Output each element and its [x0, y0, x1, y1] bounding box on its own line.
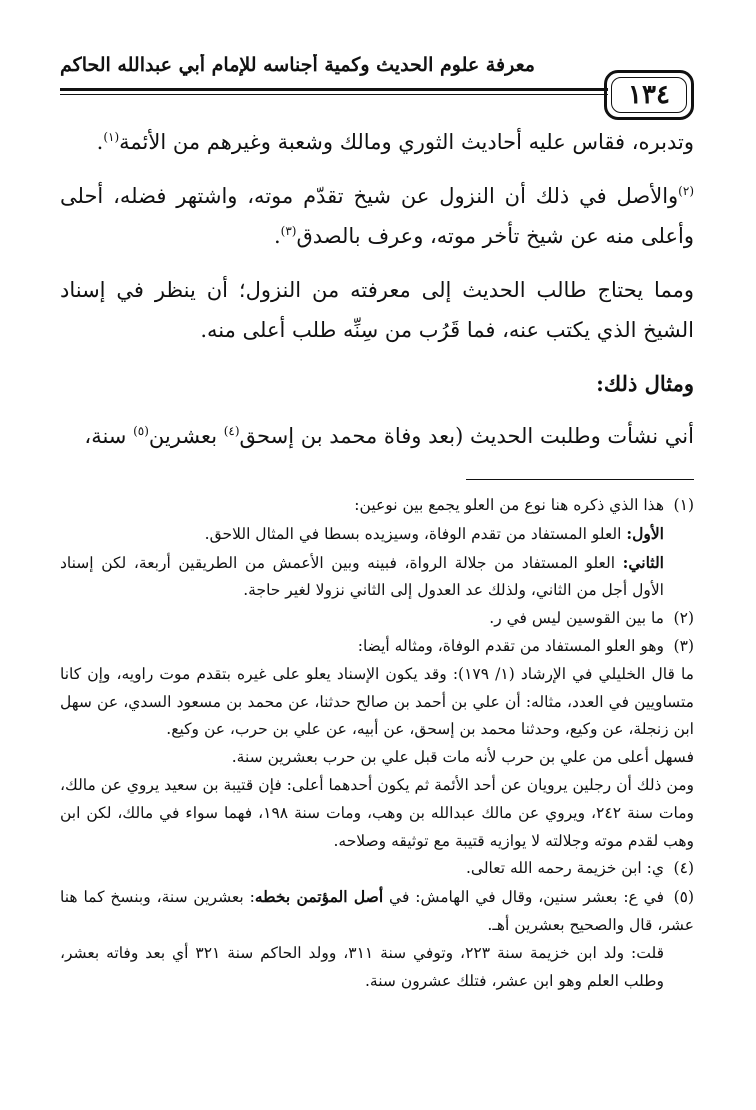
footnote-3 — [60, 633, 694, 661]
footnote-4 — [60, 855, 694, 883]
footnote-ref-4[interactable]: (٤) — [223, 424, 240, 438]
paragraph-2-end: . — [273, 224, 281, 248]
footnote-1 — [60, 492, 694, 520]
footnotes — [60, 492, 694, 995]
paragraph-1 — [60, 122, 694, 162]
footnote-3-para-2: فسهل أعلى من علي بن حرب لأنه مات قبل علي بن حرب بعشرين سنة. — [231, 748, 694, 767]
header-rule-thin — [60, 94, 608, 95]
footnote-5 — [60, 883, 694, 940]
footnote-3-number: (٣) — [673, 636, 694, 655]
footnote-ref-1[interactable]: (١) — [103, 130, 120, 144]
footnote-5-number: (٥) — [673, 888, 695, 907]
paragraph-2 — [60, 176, 694, 256]
footnote-1-text: هذا الذي ذكره هنا نوع من العلو يجمع بين نوعين: — [354, 496, 664, 514]
footnote-separator — [466, 479, 694, 480]
page-number — [604, 70, 694, 120]
footnote-1-first-text: العلو المستفاد من تقدم الوفاة، وسيزيده بسطا في المثال اللاحق. — [204, 524, 627, 543]
footnote-ref-5[interactable]: (٥) — [133, 424, 149, 438]
running-title: معرفة علوم الحديث وكمية أجناسه للإمام أبي عبدالله الحاكم — [60, 54, 535, 76]
footnote-4-number: (٤) — [673, 859, 694, 878]
paragraph-3: ومما يحتاج طالب الحديث إلى معرفته من النزول؛ أن ينظر في إسناد الشيخ الذي يكتب عنه، فما قَرُب من سِنِّه طلب أعلى منه. — [60, 278, 694, 342]
footnote-5-text-a: في ع: بعشر سنين، وقال في الهامش: في — [383, 888, 665, 907]
paragraph-4 — [60, 416, 694, 456]
footnote-5-text-b: : بعشرين سنة، وبنسخ كما هنا عشر، قال والصحيح بعشرين أهـ. — [60, 888, 694, 934]
footnote-5-para-2: قلت: ولد ابن خزيمة سنة ٢٢٣، وتوفي سنة ٣١١، وولد الحاكم سنة ٣٢١ أي بعد وفاته بعشر، وطلب العلم وهو ابن عشر، فتلك عشرون سنة. — [60, 943, 664, 990]
footnote-1-first — [60, 520, 694, 549]
footnote-1-first-label: الأول: — [626, 523, 664, 543]
paragraph-1-end: . — [96, 130, 104, 154]
header-rule-thick — [60, 88, 608, 91]
footnote-ref-2[interactable]: (٢) — [678, 184, 694, 198]
paragraph-4-text-b: بعشرين — [148, 424, 224, 448]
footnote-3-text: وهو العلو المستفاد من تقدم الوفاة، ومثاله أيضا: — [357, 636, 664, 655]
footnote-2-text: ما بين القوسين ليس في ر. — [489, 609, 664, 628]
footnote-1-second-text: العلو المستفاد من جلالة الرواة، فبينه وبين الأعمش من الطريقين أربعة، لكن إسناد الأول أجل من الثاني، ولذلك عد العدول إلى الثاني نزولا لغير حاجة. — [60, 553, 664, 600]
footnote-5-source: أصل المؤتمن بخطه — [254, 887, 384, 907]
paragraph-4-text-c: سنة، — [84, 424, 134, 448]
footnote-3-para-1: ما قال الخليلي في الإرشاد (١/ ١٧٩): وقد يكون الإسناد يعلو على غيره بتقدم موت راويه، وإن كانا متساويين في العدد، مثاله: أن علي بن أحمد بن صالح حدثنا، عن محمد بن مسعود السدي، عن سهل ابن زنجلة، عن وكيع، وحدثنا محمد بن إسحق، عن أبيه، عن علي بن حرب، عن وكيع. — [60, 664, 694, 739]
footnote-3-para-3: ومن ذلك أن رجلين يرويان عن أحد الأئمة ثم يكون أحدهما أعلى: فإن قتيبة بن سعيد يروي عن مالك، ومات سنة ٢٤٢، ويروي عن مالك عبدالله بن وهب، ومات سنة ١٩٨، فهما سواء في مالك، لكن ابن وهب لقدم موته وجلالته لا يوازيه قتيبة مع توثيقه وصلاحه. — [60, 775, 694, 850]
footnote-4-text: ي: ابن خزيمة رحمه الله تعالى. — [465, 859, 664, 878]
paragraph-1-text: وتدبره، فقاس عليه أحاديث الثوري ومالك وشعبة وغيرهم من الأئمة — [119, 130, 694, 154]
page-number-text: ١٣٤ — [628, 80, 670, 110]
example-heading: ومثال ذلك: — [596, 371, 694, 396]
paragraph-2-text: والأصل في ذلك أن النزول عن شيخ تقدّم موته، واشتهر فضله، أحلى وأعلى منه عن شيخ تأخر موته، وعرف بالصدق — [60, 184, 694, 248]
footnote-2 — [60, 605, 694, 633]
page-header — [60, 48, 694, 118]
main-text — [60, 122, 694, 470]
footnote-1-second-label: الثاني: — [622, 552, 664, 572]
footnote-1-number: (١) — [673, 496, 694, 514]
footnote-2-number: (٢) — [673, 609, 694, 628]
paragraph-4-text-a: أني نشأت وطلبت الحديث (بعد وفاة محمد بن إسحق — [239, 424, 694, 448]
footnote-1-second — [60, 549, 694, 606]
footnote-ref-3[interactable]: (٣) — [280, 224, 297, 238]
